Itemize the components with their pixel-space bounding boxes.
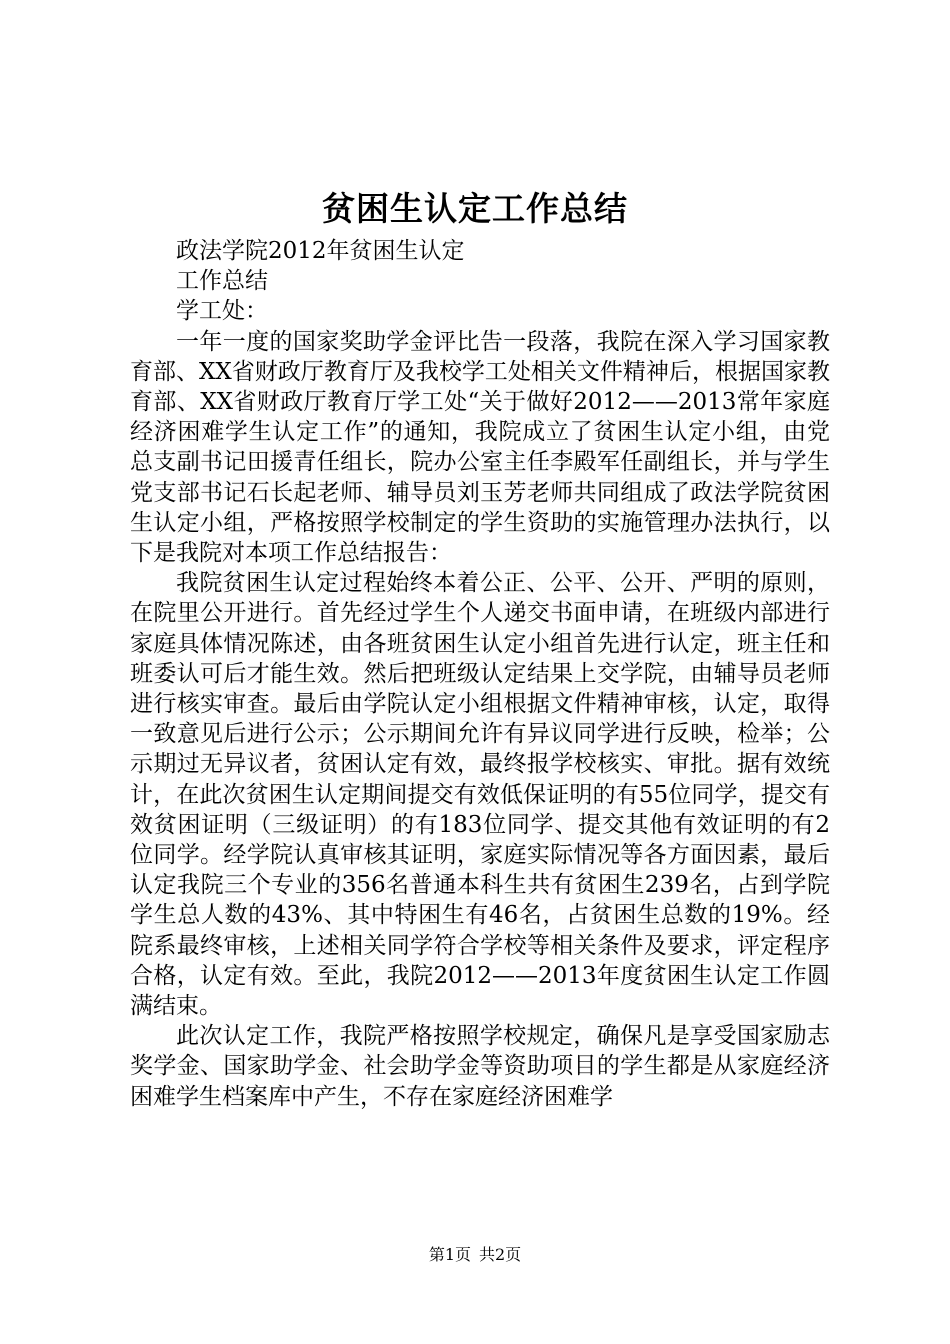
paragraph-3: 此次认定工作，我院严格按照学校规定，确保凡是享受国家励志奖学金、国家助学金、社会助学金等资助项目的学生都是从家庭经济困难学生档案库中产生，不存在家庭经济困难学 (130, 1023, 830, 1110)
document-body (130, 236, 830, 1112)
salutation: 学工处： (176, 298, 268, 325)
header-line-2: 工作总结 (176, 268, 268, 295)
page-number: 第1页 (428, 1245, 471, 1264)
paragraph-1: 一年一度的国家奖助学金评比告一段落，我院在深入学习国家教育部、XX省财政厅教育厅及我校学工处相关文件精神后，根据国家教育部、XX省财政厅教育厅学工处“关于做好2012——2013常年家庭经济困难学生认定工作”的通知，我院成立了贫困生认定小组，由党总支副书记田援青任组长，院办公室主任李殿军任副组长，并与学生党支部书记石长起老师、辅导员刘玉芳老师共同组成了政法学院贫困生认定小组，严格按照学校制定的学生资助的实施管理办法执行，以下是我院对本项工作总结报告： (130, 328, 830, 567)
document-title: 贫困生认定工作总结 (322, 189, 628, 228)
paragraph-2: 我院贫困生认定过程始终本着公正、公平、公开、严明的原则，在院里公开进行。首先经过学生个人递交书面申请，在班级内部进行家庭具体情况陈述，由各班贫困生认定小组首先进行认定，班主任和班委认可后才能生效。然后把班级认定结果上交学院，由辅导员老师进行核实审查。最后由学院认定小组根据文件精神审核，认定，取得一致意见后进行公示；公示期间允许有异议同学进行反映，检举；公示期过无异议者，贫困认定有效，最终报学校核实、审批。据有效统计，在此次贫困生认定期间提交有效低保证明的有55位同学，提交有效贫困证明（三级证明）的有183位同学、提交其他有效证明的有2位同学。经学院认真审核其证明，家庭实际情况等各方面因素，最后认定我院三个专业的356名普通本科生共有贫困生239名，占到学院学生总人数的43%、其中特困生有46名，占贫困生总数的19%。经院系最终审核，上述相关同学符合学校等相关条件及要求，评定程序合格，认定有效。至此，我院2012——2013年度贫困生认定工作圆满结束。 (130, 570, 830, 1020)
header-line-1: 政法学院2012年贫困生认定 (176, 238, 465, 264)
page-total: 共2页 (479, 1245, 522, 1264)
page-footer (0, 1244, 950, 1266)
